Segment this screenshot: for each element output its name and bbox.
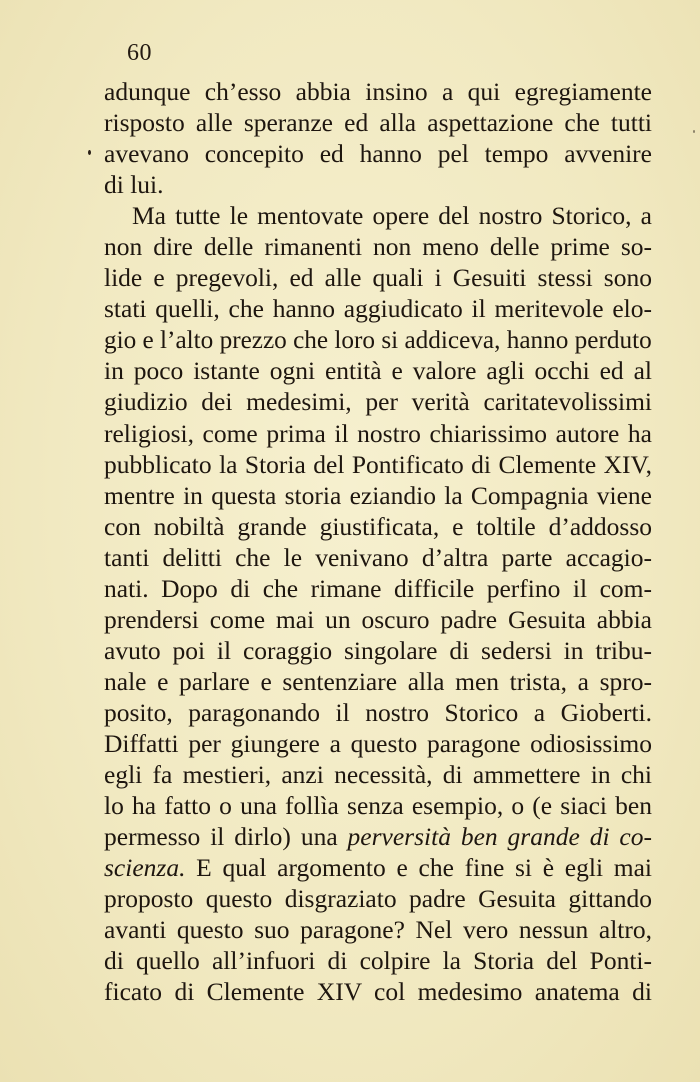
text-line xyxy=(104,852,652,883)
italic-text: perversità ben grande di co- xyxy=(347,822,652,852)
paper-speck xyxy=(88,150,91,155)
paper-speck xyxy=(693,130,695,133)
text-line: non dire delle rimanenti non meno delle prime so- xyxy=(104,232,652,262)
text-line: lide e pregevoli, ed alle quali i Gesuiti stessi sono xyxy=(104,263,652,293)
text-line: egli fa mestieri, anzi necessità, di ammettere in chi xyxy=(104,760,652,790)
text-line: posito, paragonando il nostro Storico a Gioberti. xyxy=(104,697,652,727)
text-line: adunque ch’esso abbia insino a qui egregiamente xyxy=(104,77,652,106)
text-line: pubblicato la Storia del Pontificato di Clemente XIV, xyxy=(104,449,652,479)
text-line: nale e parlare e sentenziare alla men trista, a spro- xyxy=(104,666,652,696)
text-line: ficato di Clemente XIV col medesimo anatema di xyxy=(104,977,652,1007)
text-line: risposto alle speranze ed alla aspettazione che tutti xyxy=(104,108,652,138)
text-line: avuto poi il coraggio singolare di sedersi in tribu- xyxy=(104,635,652,665)
text-line: Ma tutte le mentovate opere del nostro Storico, a xyxy=(132,201,652,231)
text-line: gio e l’alto prezzo che loro si addiceva, hanno perduto xyxy=(104,325,652,355)
text-line: stati quelli, che hanno aggiudicato il meritevole elo- xyxy=(104,294,652,324)
text-line: lo ha fatto o una follìa senza esempio, o (e siaci ben xyxy=(104,791,652,821)
text-line: con nobiltà grande giustificata, e toltile d’addosso xyxy=(104,511,652,541)
page-number: 60 xyxy=(127,40,152,66)
text-segment: permesso il dirlo) una xyxy=(104,822,348,852)
text-line: proposto questo disgraziato padre Gesuita gittando xyxy=(104,884,652,914)
text-line: religiosi, come prima il nostro chiarissimo autore ha xyxy=(104,418,652,448)
text-line xyxy=(104,821,652,852)
text-segment: E qual argomento e che fine si è egli mai xyxy=(185,853,652,883)
text-line: prendersi come mai un oscuro padre Gesuita abbia xyxy=(104,604,652,634)
text-line: avanti questo suo paragone? Nel vero nessun altro, xyxy=(104,915,652,945)
text-line: Diffatti per giungere a questo paragone odiosissimo xyxy=(104,728,652,758)
text-line: giudizio dei medesimi, per verità caritatevolissimi xyxy=(104,387,652,417)
text-line: nati. Dopo di che rimane difficile perfino il com- xyxy=(104,573,652,603)
text-line: di quello all’infuori di colpire la Storia del Ponti- xyxy=(104,946,652,976)
text-line: avevano concepito ed hanno pel tempo avvenire xyxy=(104,139,652,169)
text-line: di lui. xyxy=(104,170,164,200)
text-line: in poco istante ogni entità e valore agli occhi ed al xyxy=(104,356,652,386)
body-text xyxy=(104,76,652,1007)
text-line: tanti delitti che le venivano d’altra parte accagio- xyxy=(104,542,652,572)
text-line: mentre in questa storia eziandio la Compagnia viene xyxy=(104,480,652,510)
italic-text: scienza. xyxy=(104,853,186,883)
